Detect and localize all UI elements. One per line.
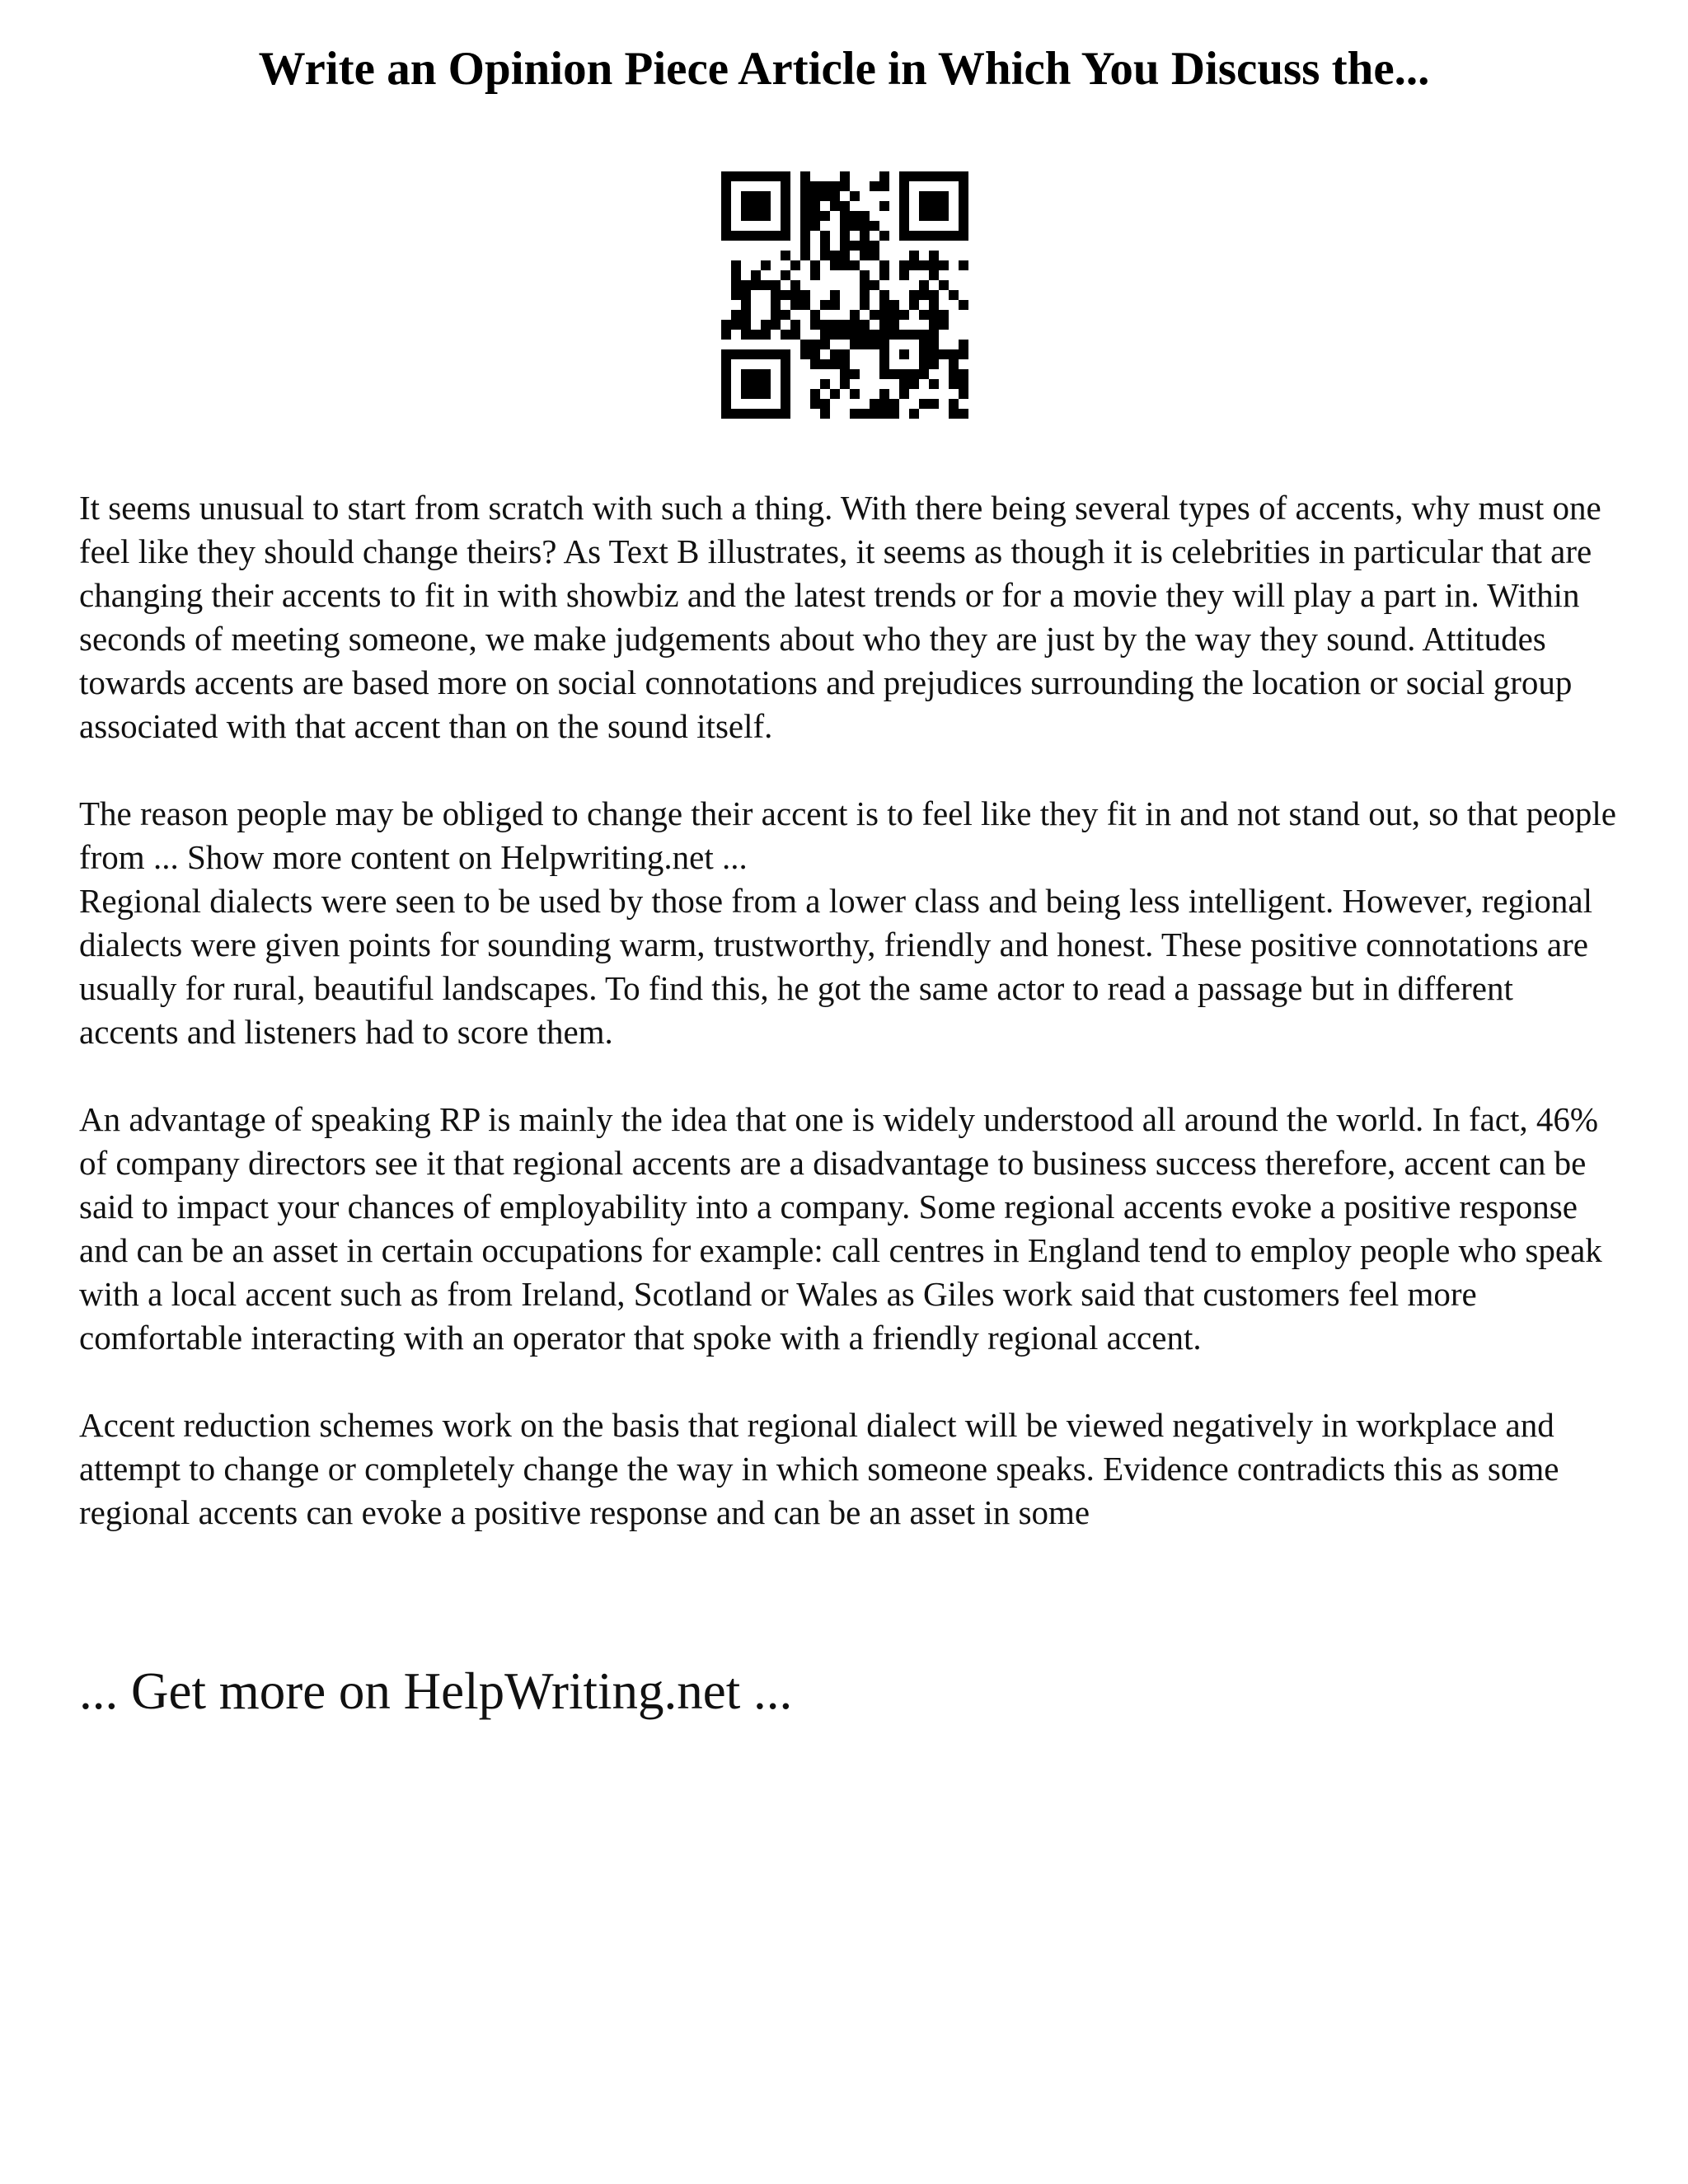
paragraph-accent-reduction: Accent reduction schemes work on the basis that regional dialect will be viewed negatively in workplace and attempt to change or completely change the way in which someone speaks. Evidence contradicts this as some regional accents can evoke a positive response and can be an asset in some — [79, 1406, 1559, 1531]
paragraph-reason: The reason people may be obliged to change their accent is to feel like they fit in and not stand out, so that people from ... Show more content on Helpwriting.net ... — [79, 794, 1616, 876]
article-body — [79, 486, 1617, 1578]
paragraph-regional-dialects: Regional dialects were seen to be used by those from a lower class and being less intelligent. However, regional dialects were given points for sounding warm, trustworthy, friendly and honest. These positive connotations are usually for rural, beautiful landscapes. To find this, he got the same actor to read a passage but in different accents and listeners had to score them. — [79, 882, 1592, 1051]
paragraph-intro: It seems unusual to start from scratch with such a thing. With there being several types of accents, why must one feel like they should change theirs? As Text B illustrates, it seems as though it is celebrities in particular that are changing their accents to fit in with showbiz and the latest trends or for a movie they will play a part in. Within seconds of meeting someone, we make judgements about who they are just by the way they sound. Attitudes towards accents are based more on social connotations and prejudices surrounding the location or social group associated with that accent than on the sound itself. — [79, 489, 1601, 745]
get-more-link[interactable]: ... Get more on HelpWriting.net ... — [79, 1662, 793, 1720]
page-title: Write an Opinion Piece Article in Which You Discuss the... — [258, 43, 1430, 95]
paragraph-rp-advantage: An advantage of speaking RP is mainly the idea that one is widely understood all around the world. In fact, 46% of company directors see it that regional accents are a disadvantage to business success therefore, accent can be said to impact your chances of employability into a company. Some regional accents evoke a positive response and can be an asset in certain occupations for example: call centres in England tend to employ people who speak with a local accent such as from Ireland, Scotland or Wales as Giles work said that customers feel more comfortable interacting with an operator that spoke with a friendly regional accent. — [79, 1100, 1602, 1357]
qr-code-icon[interactable] — [721, 171, 968, 419]
qr-code-graphic — [721, 171, 968, 419]
